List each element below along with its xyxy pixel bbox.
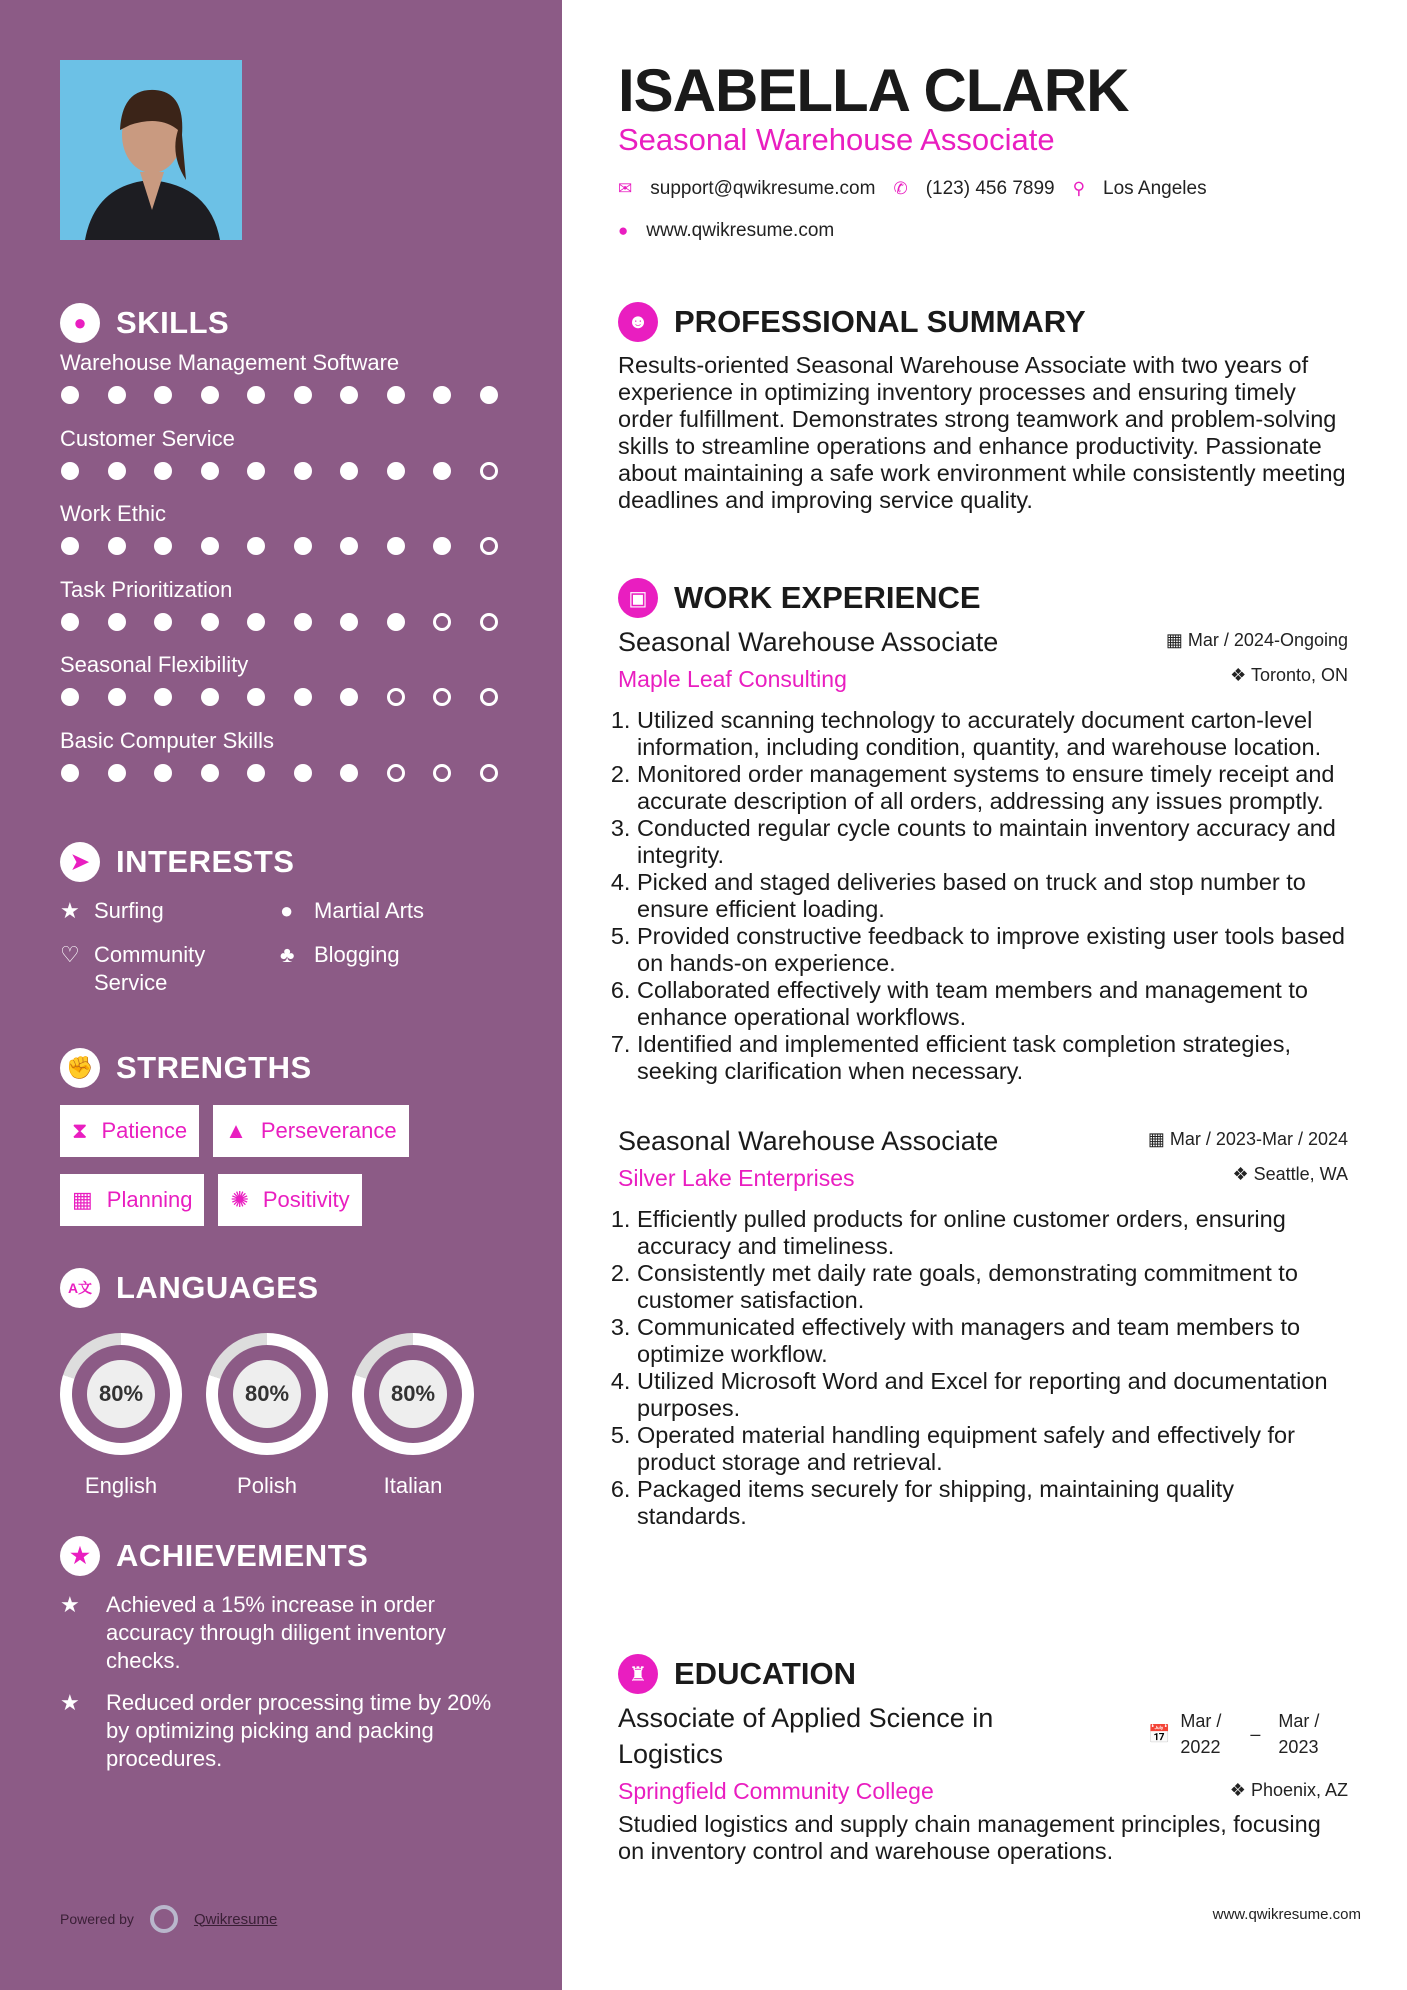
star-icon: ★ xyxy=(60,1592,80,1617)
bullet-item: 1. Utilized scanning technology to accurately document carton-level information, including condition, quantity, and warehouse location. xyxy=(637,707,1348,761)
rating-dot-filled xyxy=(294,386,312,404)
rating-dot-filled xyxy=(247,386,265,404)
skill-rating xyxy=(60,764,498,782)
rating-dot-empty xyxy=(480,537,498,555)
rating-dot-filled xyxy=(387,386,405,404)
strength-tag xyxy=(213,1105,409,1157)
star-icon: ★ xyxy=(60,898,80,923)
bullet-item: 6. Collaborated effectively with team members and management to enhance operational workflows. xyxy=(637,977,1348,1031)
company-name: Silver Lake Enterprises xyxy=(618,1165,855,1191)
qwikresume-logo-icon xyxy=(150,1905,178,1933)
rating-dot-empty xyxy=(480,613,498,631)
interest-label: Surfing xyxy=(94,898,164,923)
rating-dot-filled xyxy=(294,764,312,782)
graduation-icon: ♜ xyxy=(618,1654,658,1694)
rating-dot-filled xyxy=(247,613,265,631)
skill-label: Task Prioritization xyxy=(60,576,233,602)
language-percent: 80% xyxy=(87,1360,155,1428)
bullet-item: 6. Packaged items securely for shipping, maintaining quality standards. xyxy=(637,1476,1348,1530)
candidate-title: Seasonal Warehouse Associate xyxy=(618,122,1055,157)
bullet-item: 2. Monitored order management systems to ensure timely receipt and accurate description of all orders, addressing any issues promptly. xyxy=(637,761,1348,815)
website-link[interactable]: www.qwikresume.com xyxy=(646,220,835,241)
rating-dot-empty xyxy=(480,688,498,706)
bullet-item: 1. Efficiently pulled products for online customer orders, ensuring accuracy and timeliness. xyxy=(637,1206,1348,1260)
education-section: ♜ EDUCATION Associate of Applied Science in Logistics 📅 Mar / 2022 – Mar / 2023 ❖ Phoenix, AZ Springfield Community College Studied logistics and supply chain management principles, focusing on inventory control and warehouse operations. xyxy=(618,1656,1348,1864)
strength-label: Patience xyxy=(101,1118,188,1143)
summary-heading: PROFESSIONAL SUMMARY xyxy=(674,304,1086,339)
bullet-item: 5. Operated material handling equipment safely and effectively for product storage and retrieval. xyxy=(637,1422,1348,1476)
bullet-item: 3. Communicated effectively with managers and team members to optimize workflow. xyxy=(637,1314,1348,1368)
bullet-item: 4. Utilized Microsoft Word and Excel for reporting and documentation purposes. xyxy=(637,1368,1348,1422)
job-location-text: Seattle, WA xyxy=(1253,1164,1348,1184)
rating-dot-filled xyxy=(154,537,172,555)
rating-dot-filled xyxy=(340,386,358,404)
bullet-item: 7. Identified and implemented efficient task completion strategies, seeking clarification when necessary. xyxy=(637,1031,1348,1085)
rating-dot-filled xyxy=(201,537,219,555)
school: Springfield Community College xyxy=(618,1778,934,1804)
star-icon: ★ xyxy=(60,1690,80,1715)
strength-tag xyxy=(60,1174,204,1226)
rating-dot-filled xyxy=(154,462,172,480)
profile-photo xyxy=(60,60,242,240)
skill-label: Basic Computer Skills xyxy=(60,727,274,753)
strength-tag xyxy=(60,1105,199,1157)
rating-dot-filled xyxy=(61,537,79,555)
interests-heading: INTERESTS xyxy=(116,844,295,879)
rating-dot-filled xyxy=(108,386,126,404)
skills-heading: SKILLS xyxy=(116,305,230,340)
job-title: Seasonal Warehouse Associate xyxy=(618,627,999,657)
interest-item xyxy=(280,941,500,997)
edu-description: Studied logistics and supply chain management principles, focusing on inventory control and warehouse operations. xyxy=(618,1811,1321,1864)
calendar-icon: 📅 xyxy=(1148,1723,1171,1744)
bullet-item: 2. Consistently met daily rate goals, demonstrating commitment to customer satisfaction. xyxy=(637,1260,1348,1314)
pushpin-icon: ❖ xyxy=(1229,1780,1246,1800)
rating-dot-filled xyxy=(108,462,126,480)
summary-text: Results-oriented Seasonal Warehouse Associate with two years of experience in optimizing inventory processes and ensuring timely order fulfillment. Demonstrates strong teamwork and problem-solving skills to streamline operations and enhance productivity. Passionate about maintaining a safe work environment while consistently meeting deadlines and improving service quality. xyxy=(618,352,1346,513)
skill-label: Warehouse Management Software xyxy=(60,350,400,375)
lightbulb-icon: ● xyxy=(60,303,100,343)
job-location xyxy=(1232,1164,1348,1185)
experience-heading: WORK EXPERIENCE xyxy=(674,580,981,615)
skill-item xyxy=(60,573,498,649)
globe-icon: ● xyxy=(618,221,629,240)
job-title: Seasonal Warehouse Associate xyxy=(618,1126,999,1156)
experience-section xyxy=(618,578,1348,1530)
rating-dot-filled xyxy=(154,764,172,782)
degree: Associate of Applied Science in Logistics xyxy=(618,1703,994,1769)
strength-label: Positivity xyxy=(262,1187,350,1212)
powered-by-label: Powered by xyxy=(60,1911,134,1927)
rating-dot-filled xyxy=(61,613,79,631)
rating-dot-filled xyxy=(247,462,265,480)
rating-dot-filled xyxy=(108,688,126,706)
road-icon: ▲ xyxy=(225,1118,247,1143)
language-item xyxy=(206,1333,328,1499)
calendar-icon: ▦ xyxy=(1147,1129,1170,1149)
language-item xyxy=(352,1333,474,1499)
language-name: English xyxy=(84,1473,158,1498)
rating-dot-filled xyxy=(433,537,451,555)
rating-dot-filled xyxy=(61,462,79,480)
language-name: Italian xyxy=(383,1473,443,1498)
edu-end: Mar / 2023 xyxy=(1278,1711,1320,1757)
skill-label: Work Ethic xyxy=(60,501,166,526)
rating-dot-filled xyxy=(294,613,312,631)
rating-dot-filled xyxy=(340,462,358,480)
rating-dot-empty xyxy=(480,462,498,480)
rating-dot-empty xyxy=(433,764,451,782)
rating-dot-filled xyxy=(61,764,79,782)
job-entry xyxy=(618,624,1348,1085)
sun-icon: ✺ xyxy=(230,1187,249,1212)
email-link[interactable]: support@qwikresume.com xyxy=(650,178,876,199)
language-percent: 80% xyxy=(379,1360,447,1428)
rating-dot-filled xyxy=(247,764,265,782)
language-progress-ring xyxy=(352,1333,474,1455)
rating-dot-filled xyxy=(340,613,358,631)
rating-dot-filled xyxy=(108,537,126,555)
rating-dot-filled xyxy=(108,764,126,782)
skill-item xyxy=(60,422,498,498)
rating-dot-filled xyxy=(201,613,219,631)
interest-item xyxy=(280,897,500,925)
bullet-item: 4. Picked and staged deliveries based on truck and stop number to ensure efficient loading. xyxy=(637,869,1348,923)
contact-info xyxy=(618,178,1318,242)
skill-rating xyxy=(60,462,498,480)
rating-dot-filled xyxy=(247,688,265,706)
skill-item xyxy=(60,497,498,573)
map-pin-icon: ⚲ xyxy=(1072,179,1086,198)
education-heading: EDUCATION xyxy=(674,1656,856,1691)
job-location xyxy=(1230,665,1348,686)
globe-icon: ● xyxy=(280,898,294,923)
interest-item xyxy=(60,897,280,925)
bullet-item: 5. Provided constructive feedback to improve existing user tools based on hands-on experience. xyxy=(637,923,1348,977)
rating-dot-filled xyxy=(154,688,172,706)
rating-dot-empty xyxy=(387,688,405,706)
translate-icon: A文 xyxy=(60,1268,100,1308)
language-name: Polish xyxy=(237,1473,297,1498)
skill-rating xyxy=(60,537,498,555)
skill-label: Customer Service xyxy=(60,425,235,451)
language-progress-ring xyxy=(206,1333,328,1455)
rating-dot-filled xyxy=(201,764,219,782)
phone-text: (123) 456 7899 xyxy=(925,178,1055,199)
rating-dot-filled xyxy=(201,386,219,404)
rating-dot-empty xyxy=(433,688,451,706)
interest-label: Community Service xyxy=(94,942,206,995)
edu-location: Phoenix, AZ xyxy=(1250,1780,1348,1800)
strengths-heading: STRENGTHS xyxy=(116,1050,312,1085)
users-icon: ♣ xyxy=(280,942,295,967)
rating-dot-filled xyxy=(433,386,451,404)
job-dates xyxy=(1166,630,1348,651)
fist-icon: ✊ xyxy=(60,1048,100,1088)
strength-label: Planning xyxy=(106,1187,193,1212)
rating-dot-filled xyxy=(294,688,312,706)
job-dates xyxy=(1148,1129,1348,1150)
rating-dot-filled xyxy=(387,613,405,631)
calendar-icon: ▦ xyxy=(72,1187,93,1212)
candidate-name: ISABELLA CLARK xyxy=(618,57,1129,124)
rating-dot-filled xyxy=(387,462,405,480)
job-dates-text: Mar / 2024-Ongoing xyxy=(1187,630,1348,650)
skill-rating xyxy=(60,688,498,706)
qwikresume-link[interactable]: Qwikresume xyxy=(193,1910,278,1928)
rating-dot-filled xyxy=(61,688,79,706)
achievement-text: Reduced order processing time by 20% by optimizing picking and packing procedures. xyxy=(106,1690,492,1771)
interest-label: Martial Arts xyxy=(314,898,425,923)
rating-dot-empty xyxy=(433,613,451,631)
job-location-text: Toronto, ON xyxy=(1250,665,1348,685)
job-dates-text: Mar / 2023-Mar / 2024 xyxy=(1169,1129,1348,1149)
footer-website[interactable]: www.qwikresume.com xyxy=(1212,1906,1361,1923)
rating-dot-filled xyxy=(433,462,451,480)
sidebar xyxy=(0,0,562,1990)
pushpin-icon: ❖ xyxy=(1232,1164,1254,1184)
rating-dot-filled xyxy=(108,613,126,631)
languages-heading: LANGUAGES xyxy=(116,1270,319,1305)
rating-dot-filled xyxy=(294,537,312,555)
skill-rating xyxy=(60,386,498,404)
strengths-section xyxy=(60,1047,480,1226)
hourglass-icon: ⧗ xyxy=(72,1118,88,1143)
rating-dot-empty xyxy=(387,764,405,782)
achievements-heading: ACHIEVEMENTS xyxy=(116,1538,369,1573)
rating-dot-filled xyxy=(294,462,312,480)
rating-dot-filled xyxy=(480,386,498,404)
rating-dot-filled xyxy=(387,537,405,555)
language-item xyxy=(60,1333,182,1499)
job-bullets xyxy=(618,707,1348,1085)
skill-item xyxy=(60,724,498,800)
pushpin-icon: ❖ xyxy=(1230,665,1251,685)
star-badge-icon: ★ xyxy=(60,1536,100,1576)
company-name: Maple Leaf Consulting xyxy=(618,666,847,692)
skill-item xyxy=(60,648,498,724)
skills-section xyxy=(60,302,498,799)
interest-label: Blogging xyxy=(314,942,400,967)
location-text: Los Angeles xyxy=(1103,178,1207,199)
rating-dot-filled xyxy=(61,386,79,404)
rating-dot-filled xyxy=(340,688,358,706)
skill-item xyxy=(60,346,498,422)
strength-label: Perseverance xyxy=(260,1118,397,1143)
paper-plane-icon: ➤ xyxy=(60,842,100,882)
powered-by xyxy=(60,1905,277,1933)
interests-section xyxy=(60,841,500,997)
job-entry xyxy=(618,1123,1348,1530)
strength-tag xyxy=(218,1174,361,1226)
skill-label: Seasonal Flexibility xyxy=(60,652,249,677)
interest-item xyxy=(60,941,280,997)
language-percent: 80% xyxy=(233,1360,301,1428)
user-icon: ☻ xyxy=(618,302,658,342)
languages-section xyxy=(60,1267,474,1499)
rating-dot-filled xyxy=(201,688,219,706)
briefcase-icon: ▣ xyxy=(618,578,658,618)
envelope-icon: ✉ xyxy=(618,179,633,198)
hands-icon: ♡ xyxy=(60,942,80,967)
rating-dot-empty xyxy=(480,764,498,782)
rating-dot-filled xyxy=(154,613,172,631)
job-bullets xyxy=(618,1206,1348,1530)
rating-dot-filled xyxy=(340,537,358,555)
rating-dot-filled xyxy=(340,764,358,782)
edu-start: Mar / 2022 xyxy=(1180,1711,1222,1757)
language-progress-ring xyxy=(60,1333,182,1455)
rating-dot-filled xyxy=(154,386,172,404)
rating-dot-filled xyxy=(247,537,265,555)
achievement-item xyxy=(60,1689,500,1773)
summary-section xyxy=(618,302,1348,514)
achievements-section xyxy=(60,1535,500,1773)
bullet-item: 3. Conducted regular cycle counts to maintain inventory accuracy and integrity. xyxy=(637,815,1348,869)
rating-dot-filled xyxy=(201,462,219,480)
calendar-icon: ▦ xyxy=(1165,630,1188,650)
achievement-item xyxy=(60,1591,500,1675)
skill-rating xyxy=(60,613,498,631)
phone-icon: ✆ xyxy=(893,179,908,198)
achievement-text: Achieved a 15% increase in order accuracy through diligent inventory checks. xyxy=(106,1592,446,1673)
